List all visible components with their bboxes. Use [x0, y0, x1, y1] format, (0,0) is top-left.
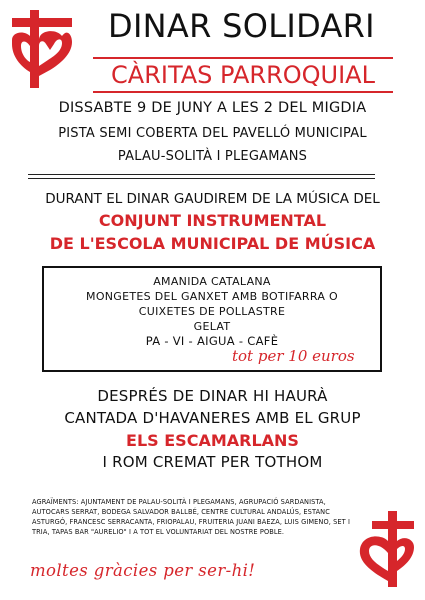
acknowledgements-text: AGRAÏMENTS: AJUNTAMENT DE PALAU-SOLITÀ I PLEGAMANS, AGRUPACIÓ SARDANISTA, AUTOCARS SERRAT, BODEGA SALVADOR BALLBÉ, CENTRE CULTURAL ANDALÚS, ESTANC ASTURGÓ, FRANCESC SERRACANTA, FRIOPALAU, FRUITERIA JUANI BAEZA, LUIS GIMENO, SET I TRIA, TAPAS BAR "AURELIO" I A TOT EL VOLUNTARIAT DEL NOSTRE POBLE. — [32, 498, 351, 536]
closing-message: moltes gràcies per ser-hi! — [30, 561, 256, 580]
caritas-logo-icon — [358, 505, 414, 587]
caritas-logo-icon — [12, 10, 72, 90]
music-group-line-1: CONJUNT INSTRUMENTAL — [98, 211, 327, 230]
divider — [28, 174, 375, 175]
after-meal-line-1: DESPRÉS DE DINAR HI HAURÀ — [97, 387, 328, 405]
event-date: DISSABTE 9 DE JUNY A LES 2 DEL MIGDIA — [58, 100, 367, 116]
page-title: DINAR SOLIDARI — [108, 7, 375, 45]
music-group-line-2: DE L'ESCOLA MUNICIPAL DE MÚSICA — [49, 234, 376, 253]
menu-price: tot per 10 euros — [232, 347, 355, 365]
after-meal-line-4: I ROM CREMAT PER TOTHOM — [102, 453, 323, 471]
music-intro: DURANT EL DINAR GAUDIREM DE LA MÚSICA DEL — [45, 191, 380, 207]
after-meal-line-2: CANTADA D'HAVANERES AMB EL GRUP — [64, 409, 361, 427]
menu-item: GELAT — [193, 320, 231, 333]
menu-item: PA - VI - AIGUA - CAFÈ — [145, 334, 279, 348]
menu-item: AMANIDA CATALANA — [153, 275, 271, 288]
divider — [28, 178, 375, 179]
event-town: PALAU-SOLITÀ I PLEGAMANS — [117, 149, 308, 164]
menu-item: MONGETES DEL GANXET AMB BOTIFARRA O — [86, 290, 338, 303]
organization-subtitle: CÀRITAS PARROQUIAL — [111, 61, 375, 89]
band-name: ELS ESCAMARLANS — [126, 431, 299, 450]
event-venue: PISTA SEMI COBERTA DEL PAVELLÓ MUNICIPAL — [58, 126, 367, 141]
menu-item: CUIXETES DE POLLASTRE — [138, 305, 286, 318]
